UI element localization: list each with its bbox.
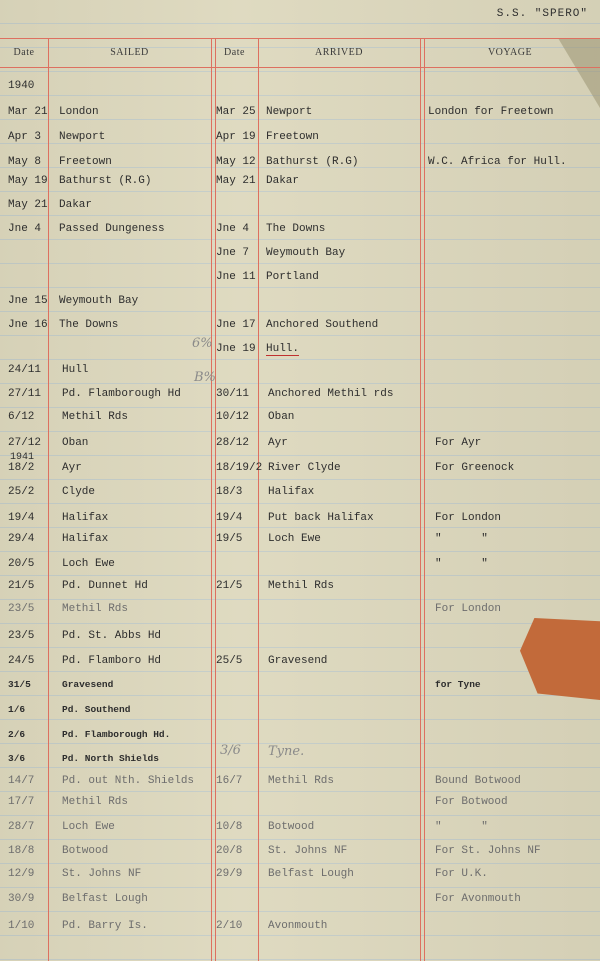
arrived-place: Newport bbox=[266, 106, 313, 118]
arrived-place: Botwood bbox=[268, 821, 315, 833]
year-1940: 1940 bbox=[8, 80, 35, 92]
voyage-note: For St. Johns NF bbox=[435, 845, 541, 857]
sailed-date: May 8 bbox=[8, 156, 42, 168]
sailed-date: 6/12 bbox=[8, 411, 35, 423]
arrived-date: Apr 19 bbox=[216, 131, 256, 143]
sailed-date: 30/9 bbox=[8, 893, 35, 905]
arrived-place: Gravesend bbox=[268, 655, 328, 667]
arrived-date: 18/19/2 bbox=[216, 462, 263, 474]
sailed-place: Belfast Lough bbox=[62, 893, 148, 905]
sailed-date: Mar 21 bbox=[8, 106, 48, 118]
orange-paper-patch bbox=[520, 618, 600, 700]
arrived-place: Methil Rds bbox=[268, 580, 335, 592]
sailed-date: Jne 16 bbox=[8, 319, 48, 331]
sailed-place: Passed Dungeness bbox=[59, 223, 165, 235]
arrived-date: Jne 11 bbox=[216, 271, 256, 283]
sailed-date: 18/2 bbox=[8, 462, 35, 474]
arrived-date: 10/8 bbox=[216, 821, 243, 833]
column-rule bbox=[48, 38, 49, 961]
arrived-date: 25/5 bbox=[216, 655, 243, 667]
voyage-note: " " bbox=[435, 533, 488, 545]
arrived-date: 18/3 bbox=[216, 486, 243, 498]
column-rule bbox=[211, 38, 212, 961]
sailed-place: Clyde bbox=[62, 486, 96, 498]
sailed-date: 21/5 bbox=[8, 580, 35, 592]
arrived-date: Jne 17 bbox=[216, 319, 256, 331]
voyage-note: For Greenock bbox=[435, 462, 515, 474]
sailed-place: Weymouth Bay bbox=[59, 295, 139, 307]
sailed-place: Hull bbox=[62, 364, 89, 376]
arrived-place: River Clyde bbox=[268, 462, 341, 474]
sailed-date: Jne 4 bbox=[8, 223, 42, 235]
sailed-place: Pd. Flamborough Hd. bbox=[62, 729, 171, 740]
sailed-date: 19/4 bbox=[8, 512, 35, 524]
sailed-place: Ayr bbox=[62, 462, 82, 474]
sailed-place: Methil Rds bbox=[62, 603, 129, 615]
header-bottom-rule bbox=[0, 67, 600, 68]
sailed-place: Pd. Dunnet Hd bbox=[62, 580, 148, 592]
arrived-date: 20/8 bbox=[216, 845, 243, 857]
column-rule bbox=[424, 38, 425, 961]
voyage-note: For U.K. bbox=[435, 868, 488, 880]
arrived-place: Bathurst (R.G) bbox=[266, 156, 359, 168]
arrived-date: May 21 bbox=[216, 175, 256, 187]
sailed-place: Pd. Barry Is. bbox=[62, 920, 148, 932]
arrived-date: 29/9 bbox=[216, 868, 243, 880]
arrived-place: The Downs bbox=[266, 223, 326, 235]
voyage-note: " " bbox=[435, 558, 488, 570]
margin-note: Tyne. bbox=[268, 744, 305, 759]
sailed-place: Newport bbox=[59, 131, 106, 143]
sailed-date: 25/2 bbox=[8, 486, 35, 498]
sailed-date: 18/8 bbox=[8, 845, 35, 857]
arrived-date: Jne 4 bbox=[216, 223, 250, 235]
header-arrived: ARRIVED bbox=[315, 47, 363, 58]
margin-note: 6% bbox=[192, 336, 213, 351]
sailed-date: 3/6 bbox=[8, 753, 26, 764]
sailed-date: 1/10 bbox=[8, 920, 35, 932]
sailed-place: Pd. Flamboro Hd bbox=[62, 655, 162, 667]
arrived-date: 21/5 bbox=[216, 580, 243, 592]
arrived-date: 19/4 bbox=[216, 512, 243, 524]
arrived-date: Mar 25 bbox=[216, 106, 256, 118]
header-date-arrived: Date bbox=[224, 47, 245, 58]
arrived-date: 2/10 bbox=[216, 920, 243, 932]
sailed-place: Methil Rds bbox=[62, 796, 129, 808]
sailed-date: 1/6 bbox=[8, 704, 26, 715]
sailed-place: Oban bbox=[62, 437, 89, 449]
voyage-note: Bound Botwood bbox=[435, 775, 521, 787]
arrived-place: Methil Rds bbox=[268, 775, 335, 787]
arrived-place: Loch Ewe bbox=[268, 533, 321, 545]
arrived-date: 10/12 bbox=[216, 411, 250, 423]
margin-note: B% bbox=[194, 370, 216, 385]
sailed-date: 31/5 bbox=[8, 679, 31, 690]
sailed-date: 24/5 bbox=[8, 655, 35, 667]
sailed-date: 27/11 bbox=[8, 388, 42, 400]
arrived-date: 28/12 bbox=[216, 437, 250, 449]
sailed-place: Loch Ewe bbox=[62, 558, 115, 570]
header-date-sailed: Date bbox=[13, 47, 35, 58]
sailed-place: Dakar bbox=[59, 199, 93, 211]
arrived-place: Ayr bbox=[268, 437, 288, 449]
sailed-date: 28/7 bbox=[8, 821, 35, 833]
header-top-rule bbox=[0, 38, 600, 39]
arrived-place: Anchored Methil rds bbox=[268, 388, 394, 400]
arrived-place: Portland bbox=[266, 271, 319, 283]
sailed-place: St. Johns NF bbox=[62, 868, 142, 880]
sailed-date: May 19 bbox=[8, 175, 48, 187]
arrived-place: Avonmouth bbox=[268, 920, 328, 932]
sailed-place: Pd. North Shields bbox=[62, 753, 159, 764]
header-voyage: VOYAGE bbox=[487, 47, 533, 58]
arrived-place: St. Johns NF bbox=[268, 845, 348, 857]
voyage-note: W.C. Africa for Hull. bbox=[428, 156, 567, 168]
voyage-note: For London bbox=[435, 512, 502, 524]
arrived-date: 16/7 bbox=[216, 775, 243, 787]
sailed-place: Pd. St. Abbs Hd bbox=[62, 630, 162, 642]
sailed-date: 2/6 bbox=[8, 729, 26, 740]
voyage-note: " " bbox=[435, 821, 488, 833]
sailed-date: 14/7 bbox=[8, 775, 35, 787]
sailed-place: Pd. Flamborough Hd bbox=[62, 388, 181, 400]
voyage-note: For Botwood bbox=[435, 796, 508, 808]
arrived-place: Oban bbox=[268, 411, 295, 423]
column-rule bbox=[258, 38, 259, 961]
sailed-place: Halifax bbox=[62, 512, 109, 524]
ship-name: S.S. "SPERO" bbox=[496, 8, 588, 20]
sailed-date: 23/5 bbox=[8, 630, 35, 642]
sailed-date: 17/7 bbox=[8, 796, 35, 808]
arrived-place: Dakar bbox=[266, 175, 300, 187]
sailed-place: The Downs bbox=[59, 319, 119, 331]
sailed-place: Botwood bbox=[62, 845, 109, 857]
arrived-date: May 12 bbox=[216, 156, 256, 168]
arrived-place: Anchored Southend bbox=[266, 319, 379, 331]
voyage-note: For London bbox=[435, 603, 502, 615]
sailed-date: 23/5 bbox=[8, 603, 35, 615]
sailed-date: Apr 3 bbox=[8, 131, 42, 143]
column-rule bbox=[420, 38, 421, 961]
sailed-place: Pd. out Nth. Shields bbox=[62, 775, 195, 787]
arrived-date: Jne 7 bbox=[216, 247, 250, 259]
arrived-place: Weymouth Bay bbox=[266, 247, 346, 259]
sailed-date: 29/4 bbox=[8, 533, 35, 545]
sailed-date: Jne 15 bbox=[8, 295, 48, 307]
arrived-date: 30/11 bbox=[216, 388, 250, 400]
voyage-note: For Ayr bbox=[435, 437, 482, 449]
arrived-date: 19/5 bbox=[216, 533, 243, 545]
sailed-place: Gravesend bbox=[62, 679, 114, 690]
sailed-place: Freetown bbox=[59, 156, 112, 168]
sailed-date: May 21 bbox=[8, 199, 48, 211]
voyage-note: for Tyne bbox=[435, 679, 481, 690]
voyage-note: For Avonmouth bbox=[435, 893, 521, 905]
year-1941: 1941 bbox=[10, 452, 35, 463]
sailed-place: Methil Rds bbox=[62, 411, 129, 423]
voyage-note: London for Freetown bbox=[428, 106, 554, 118]
sailed-date: 24/11 bbox=[8, 364, 42, 376]
arrived-place: Freetown bbox=[266, 131, 319, 143]
arrived-place: Halifax bbox=[268, 486, 315, 498]
header-sailed: SAILED bbox=[110, 47, 149, 58]
margin-note: 3/6 bbox=[220, 743, 241, 758]
arrived-place: Hull. bbox=[266, 343, 300, 355]
sailed-place: Halifax bbox=[62, 533, 109, 545]
sailed-date: 20/5 bbox=[8, 558, 35, 570]
sailed-date: 12/9 bbox=[8, 868, 35, 880]
sailed-place: Loch Ewe bbox=[62, 821, 115, 833]
sailed-place: Pd. Southend bbox=[62, 704, 131, 715]
arrived-place: Put back Halifax bbox=[268, 512, 374, 524]
arrived-date: Jne 19 bbox=[216, 343, 256, 355]
arrived-place: Belfast Lough bbox=[268, 868, 354, 880]
sailed-place: Bathurst (R.G) bbox=[59, 175, 152, 187]
sailed-place: London bbox=[59, 106, 99, 118]
sailed-date: 27/12 bbox=[8, 437, 42, 449]
